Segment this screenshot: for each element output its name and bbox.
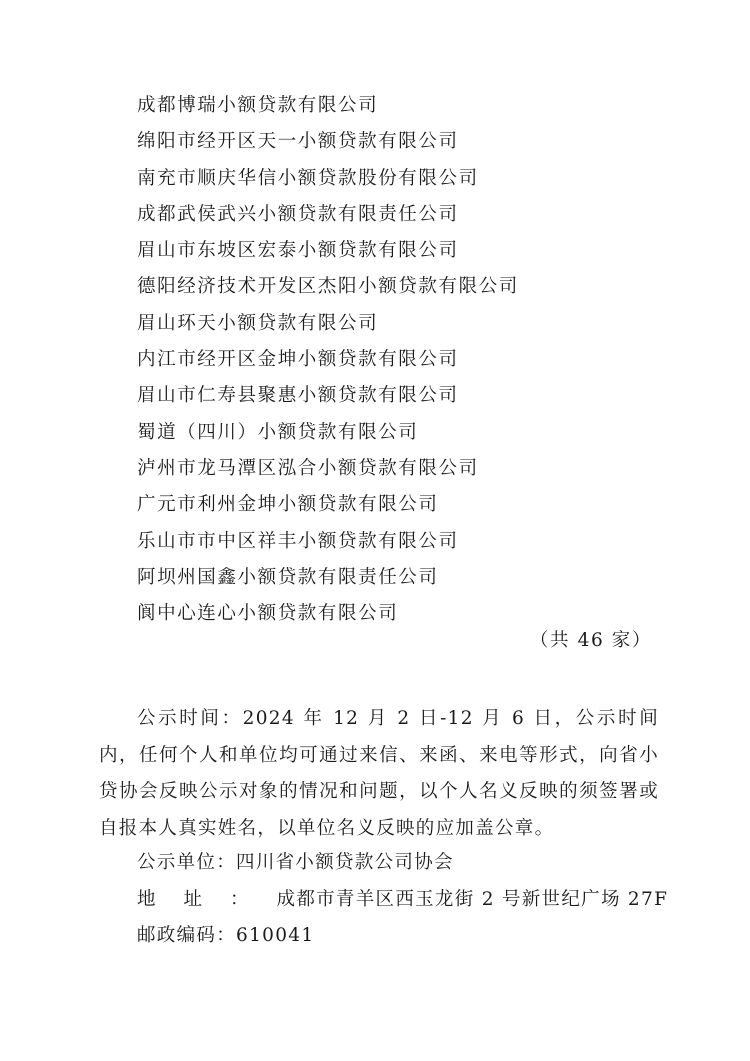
unit-value: 四川省小额贷款公司协会 — [236, 852, 454, 873]
unit-label: 公示单位： — [137, 852, 237, 873]
list-item: 成都博瑞小额贷款有限公司 — [137, 95, 379, 116]
list-item: 眉山市仁寿县聚惠小额贷款有限公司 — [137, 385, 459, 407]
list-item: 绵阳市经开区天一小额贷款有限公司 — [137, 131, 459, 153]
list-item: 内江市经开区金坤小额贷款有限公司 — [137, 349, 459, 371]
address-label: 地址： — [137, 888, 277, 910]
total-count: （共 46 家） — [529, 630, 652, 651]
contact-info — [137, 845, 668, 955]
company-list — [137, 88, 519, 632]
address-row — [137, 882, 668, 919]
list-item: 泸州市龙马潭区泓合小额贷款有限公司 — [137, 457, 479, 479]
list-item: 阆中心连心小额贷款有限公司 — [137, 603, 399, 625]
notice-paragraph: 公示时间：2024 年 12 月 2 日-12 月 6 日，公示时间内，任何个人和单位均可通过来信、来函、来电等形式，向省小贷协会反映公示对象的情况和问题，以个人名义反映的须签署或自报本人真实姓名，以单位名义反映的应加盖公章。 — [99, 708, 659, 839]
address-value: 成都市青羊区西玉龙街 2 号新世纪广场 27F — [276, 888, 669, 910]
unit-row — [137, 845, 668, 882]
postcode-row — [137, 918, 668, 955]
list-item: 眉山市东坡区宏泰小额贷款有限公司 — [137, 240, 459, 262]
list-item: 成都武侯武兴小额贷款有限责任公司 — [137, 203, 459, 225]
list-item: 阿坝州国鑫小额贷款有限责任公司 — [137, 566, 439, 588]
list-item: 德阳经济技术开发区杰阳小额贷款有限公司 — [137, 276, 519, 298]
postcode-value: 610041 — [236, 925, 315, 946]
list-item: 乐山市市中区祥丰小额贷款有限公司 — [137, 530, 459, 552]
postcode-label: 邮政编码： — [137, 925, 237, 946]
list-item: 南充市顺庆华信小额贷款股份有限公司 — [137, 167, 479, 189]
list-item: 蜀道（四川）小额贷款有限公司 — [137, 421, 419, 443]
list-item: 眉山环天小额贷款有限公司 — [137, 312, 379, 334]
list-item: 广元市利州金坤小额贷款有限公司 — [137, 494, 439, 516]
